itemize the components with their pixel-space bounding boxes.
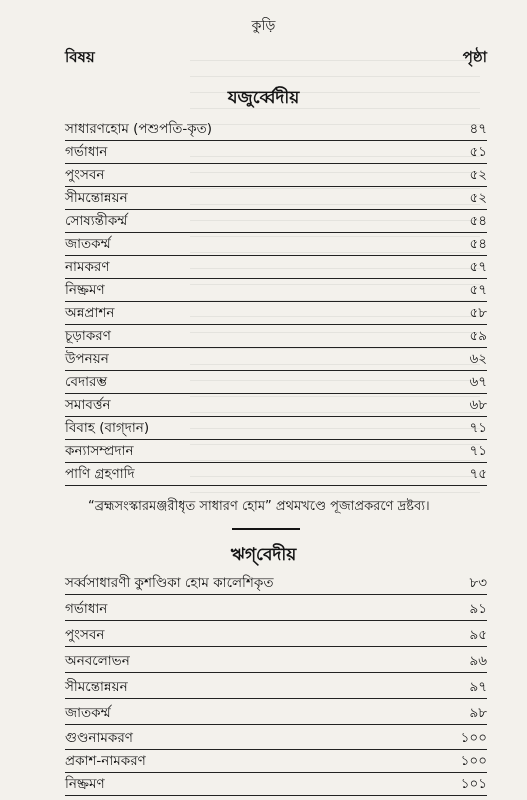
entry-page: ৫৯ <box>469 328 487 344</box>
toc-entry <box>65 187 487 210</box>
entry-title: নামকরণ <box>65 259 110 275</box>
entry-title: গুণ্ডনামকরণ <box>65 730 133 746</box>
toc-entry <box>65 118 487 141</box>
entry-title: জাতকর্ম্ম <box>65 705 111 721</box>
subject-column-label: বিষয় <box>65 48 95 66</box>
toc-entry <box>65 598 487 621</box>
entry-title: বেদারম্ভ <box>65 374 108 390</box>
entry-page: ১০১ <box>460 776 487 792</box>
entry-page: ৫২ <box>469 167 487 183</box>
entry-page: ৫৭ <box>469 282 487 298</box>
entry-title: সর্ব্বসাধারণী কুশণ্ডিকা হোম কালেশিকৃত <box>65 575 274 591</box>
toc-entry <box>65 164 487 187</box>
entry-title: গর্ভাধান <box>65 601 108 617</box>
toc-entry <box>65 210 487 233</box>
toc-entry <box>65 624 487 647</box>
entry-title: সীমন্তোন্নয়ন <box>65 679 128 695</box>
page-column-label: পৃষ্ঠা <box>462 48 487 66</box>
toc-entry <box>65 371 487 394</box>
toc-entry <box>65 256 487 279</box>
entry-page: ৮৩ <box>469 575 487 591</box>
toc-entry <box>65 440 487 463</box>
section-heading-yajurvediya: যজুর্ব্বেদীয় <box>227 88 300 108</box>
toc-entry <box>65 702 487 725</box>
toc-entry <box>65 750 487 773</box>
toc-entry <box>65 463 487 486</box>
toc-entry <box>65 279 487 302</box>
entry-title: অন্নপ্রাশন <box>65 305 115 321</box>
entry-page: ৫৭ <box>469 259 487 275</box>
entry-page: ৬৭ <box>469 374 487 390</box>
entry-title: নিষ্ক্রমণ <box>65 776 105 792</box>
entry-page: ৯৭ <box>469 679 487 695</box>
section-heading-rigvediya: ঋগ্‌বেদীয় <box>230 545 297 565</box>
entry-title: পাণি গ্রহণাদি <box>65 466 135 482</box>
entry-title: পুংসবন <box>65 167 105 183</box>
entry-title: উপনয়ন <box>65 351 109 367</box>
entry-title: পুংসবন <box>65 627 105 643</box>
toc-entry <box>65 348 487 371</box>
entry-page: ৯১ <box>469 601 487 617</box>
entry-title: সীমন্তোন্নয়ন <box>65 190 128 206</box>
page-number: কুড়ি <box>251 18 276 34</box>
toc-entry <box>65 325 487 348</box>
toc-entry <box>65 394 487 417</box>
entry-page: ৪৭ <box>469 121 487 137</box>
entry-page: ১০০ <box>460 730 487 746</box>
toc-entry <box>65 302 487 325</box>
entry-page: ৫২ <box>469 190 487 206</box>
toc-entry <box>65 727 487 750</box>
entry-page: ৫৪ <box>469 213 487 229</box>
toc-entry <box>65 676 487 699</box>
entry-page: ৯৮ <box>469 705 487 721</box>
entry-page: ৯৬ <box>469 653 487 669</box>
section-note: “ব্রহ্মসংস্কারমঞ্জরীধৃত সাধারণ হোম” প্রথমখণ্ডে পূজাপ্রকরণে দ্রষ্টব্য। <box>88 499 430 514</box>
entry-page: ৯৫ <box>469 627 487 643</box>
entry-title: জাতকর্ম্ম <box>65 236 111 252</box>
entry-page: ৭১ <box>469 443 487 459</box>
entry-page: ১০০ <box>460 753 487 769</box>
entry-title: সমাবর্ত্তন <box>65 397 111 413</box>
section-divider <box>232 528 300 530</box>
entry-title: গর্ভাধান <box>65 144 108 160</box>
entry-page: ৭১ <box>469 420 487 436</box>
entry-title: কন্যাসম্প্রদান <box>65 443 134 459</box>
toc-entry <box>65 141 487 164</box>
entry-page: ৭৫ <box>469 466 487 482</box>
toc-entry <box>65 233 487 256</box>
entry-title: অনবলোভন <box>65 653 130 669</box>
toc-entry <box>65 572 487 595</box>
entry-title: প্রকাশ-নামকরণ <box>65 753 146 769</box>
entry-title: নিষ্ক্রমণ <box>65 282 105 298</box>
entry-title: বিবাহ (বাগ্‌দান) <box>65 420 150 436</box>
toc-entry <box>65 417 487 440</box>
entry-page: ৫১ <box>469 144 487 160</box>
entry-title: সাধারণহোম (পশুপতি-কৃত) <box>65 121 213 137</box>
entry-page: ৫৪ <box>469 236 487 252</box>
entry-page: ৫৮ <box>469 305 487 321</box>
column-header <box>65 46 487 70</box>
entry-title: চূড়াকরণ <box>65 328 111 344</box>
toc-entry <box>65 650 487 673</box>
entry-title: সোষ্যন্তীকর্ম্ম <box>65 213 128 229</box>
toc-entry <box>65 773 487 796</box>
entry-page: ৬২ <box>469 351 487 367</box>
entry-page: ৬৮ <box>469 397 487 413</box>
